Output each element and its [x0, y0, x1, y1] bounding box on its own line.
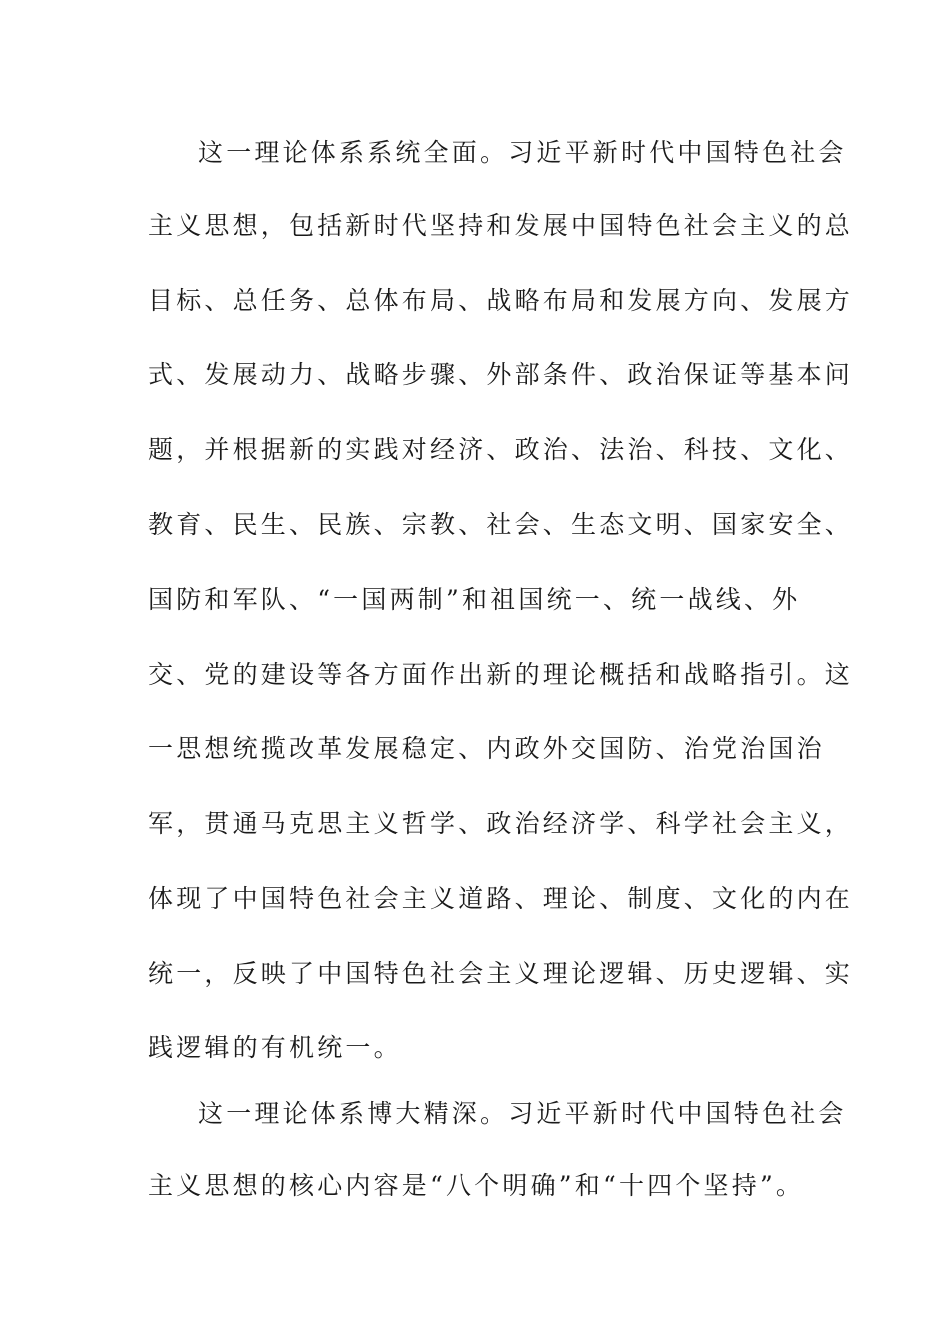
paragraph-2-line-1: 这一理论体系博大精深。习近平新时代中国特色社会	[198, 1099, 847, 1128]
paragraph-1-line-1: 这一理论体系系统全面。习近平新时代中国特色社会	[198, 138, 847, 167]
paragraph-1-line-9: 一思想统揽改革发展稳定、内政外交国防、治党治国治	[148, 734, 825, 763]
paragraph-1-line-8: 交、党的建设等各方面作出新的理论概括和战略指引。这	[148, 660, 854, 689]
paragraph-1-line-12: 统一，反映了中国特色社会主义理论逻辑、历史逻辑、实	[148, 959, 854, 988]
paragraph-1-line-13: 践逻辑的有机统一。	[148, 1033, 402, 1062]
paragraph-2-line-2: 主义思想的核心内容是“八个明确”和“十四个坚持”。	[148, 1171, 805, 1200]
paragraph-1-line-4: 式、发展动力、战略步骤、外部条件、政治保证等基本问	[148, 360, 854, 389]
paragraph-1-line-6: 教育、民生、民族、宗教、社会、生态文明、国家安全、	[148, 510, 854, 539]
paragraph-1-line-11: 体现了中国特色社会主义道路、理论、制度、文化的内在	[148, 884, 854, 913]
paragraph-1-line-7: 国防和军队、“一国两制”和祖国统一、统一战线、外	[148, 585, 801, 614]
paragraph-1-line-2: 主义思想，包括新时代坚持和发展中国特色社会主义的总	[148, 211, 854, 240]
paragraph-1-line-5: 题，并根据新的实践对经济、政治、法治、科技、文化、	[148, 435, 854, 464]
paragraph-1-line-10: 军，贯通马克思主义哲学、政治经济学、科学社会主义，	[148, 809, 854, 838]
paragraph-1-line-3: 目标、总任务、总体布局、战略布局和发展方向、发展方	[148, 286, 854, 315]
